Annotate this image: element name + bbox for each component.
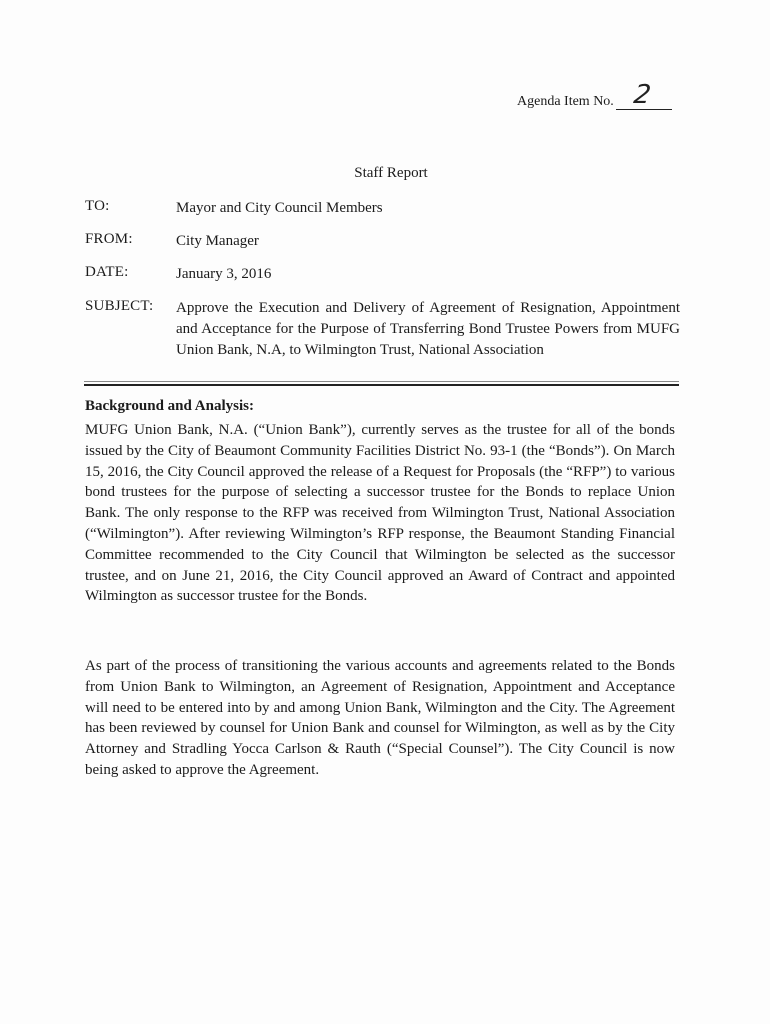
paragraph-1: MUFG Union Bank, N.A. (“Union Bank”), currently serves as the trustee for all of the bonds issued by the City of Beaumont Community Facilities District No. 93-1 (the “Bonds”). On March 15, 2016, the City Council approved the release of a Request for Proposals (the “RFP”) to various bond trustees for the purpose of selecting a successor trustee for the Bonds to replace Union Bank. The only response to the RFP was received from Wilmington Trust, National Association (“Wilmington”). After reviewing Wilmington’s RFP response, the Beaumont Standing Financial Committee recommended to the City Council that Wilmington be selected as the successor trustee, and on June 21, 2016, the City Council approved an Award of Contract and appointed Wilmington as successor trustee for the Bonds. <box>85 422 675 605</box>
to-row <box>85 198 680 219</box>
agenda-item-blank <box>616 80 672 110</box>
page-title-text: Staff Report <box>354 165 428 181</box>
to-value: Mayor and City Council Members <box>176 200 383 216</box>
paragraph-2: As part of the process of transitioning the various accounts and agreements related to the Bonds from Union Bank to Wilmington, an Agreement of Resignation, Appointment and Acceptance will need to be entered into by and among Union Bank, Wilmington and the City. The Agreement has been reviewed by counsel for Union Bank and counsel for Wilmington, as well as by the City Attorney and Stradling Yocca Carlson & Rauth (“Special Counsel”). The City Council is now being asked to approve the Agreement. <box>85 658 675 778</box>
page-title <box>0 165 770 182</box>
from-value: City Manager <box>176 233 259 249</box>
date-value: January 3, 2016 <box>176 266 272 282</box>
agenda-item-label: Agenda Item No. <box>517 94 614 109</box>
subject-value: Approve the Execution and Delivery of Agreement of Resignation, Appointment and Acceptance for the Purpose of Transferring Bond Trustee Powers from MUFG Union Bank, N.A, to Wilmington Trust, National Association <box>176 300 680 358</box>
section-heading: Background and Analysis: <box>85 398 254 414</box>
to-label: TO: <box>85 198 110 214</box>
agenda-item-line <box>517 80 672 110</box>
agenda-item-number: 2 <box>631 80 653 110</box>
header-divider <box>84 384 679 386</box>
date-label: DATE: <box>85 264 129 280</box>
subject-row <box>85 298 680 361</box>
subject-label: SUBJECT: <box>85 298 154 314</box>
from-row <box>85 231 680 252</box>
from-label: FROM: <box>85 231 133 247</box>
header-divider-thin <box>84 381 679 382</box>
date-row <box>85 264 680 285</box>
